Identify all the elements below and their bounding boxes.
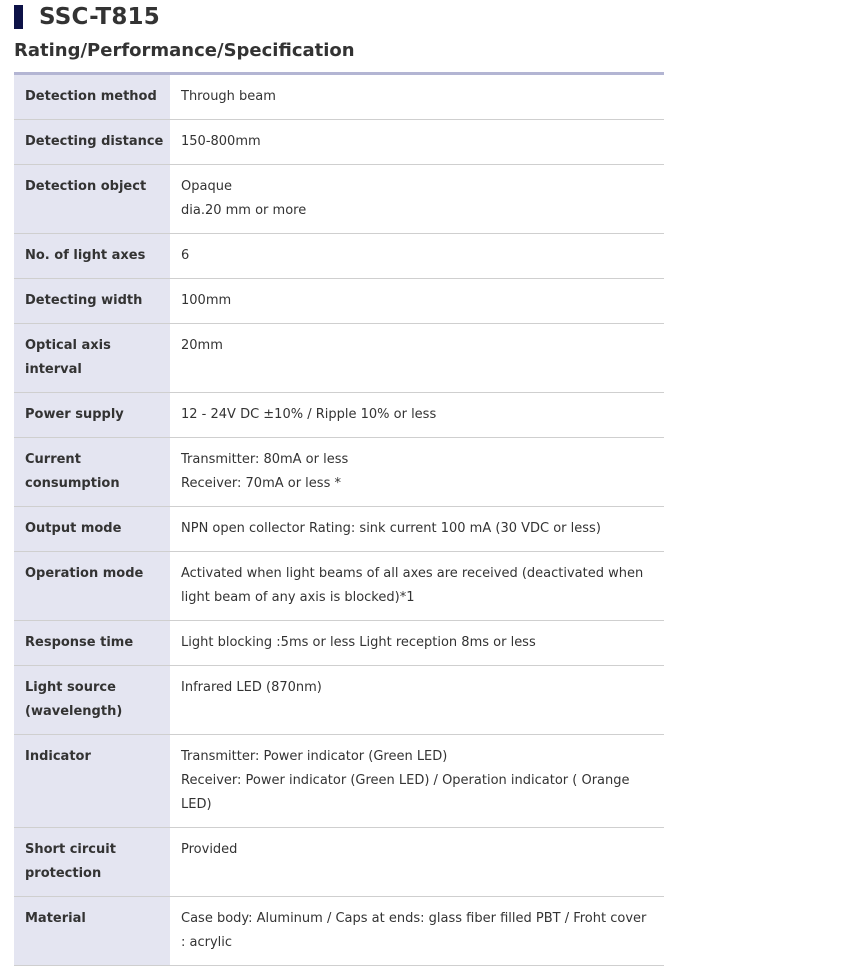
- spec-label: Operation mode: [14, 552, 170, 621]
- product-title: SSC-T815: [39, 4, 160, 30]
- spec-label: Power supply: [14, 393, 170, 438]
- spec-label: Indicator: [14, 735, 170, 828]
- spec-row: [14, 507, 664, 552]
- spec-label: Detection method: [14, 75, 170, 120]
- spec-row: [14, 552, 664, 621]
- spec-row: [14, 828, 664, 897]
- spec-label: Light source (wavelength): [14, 666, 170, 735]
- spec-value-cell: [170, 234, 664, 279]
- section-title: Rating/Performance/Specification: [14, 40, 355, 61]
- spec-value-cell: [170, 324, 664, 393]
- spec-label: Detecting width: [14, 279, 170, 324]
- spec-row: [14, 165, 664, 234]
- spec-value: NPN open collector Rating: sink current 100 mA (30 VDC or less): [181, 521, 601, 536]
- spec-row: [14, 393, 664, 438]
- spec-value-cell: [170, 120, 664, 165]
- spec-value: Infrared LED (870nm): [181, 680, 322, 695]
- spec-value: Transmitter: Power indicator (Green LED): [181, 749, 448, 764]
- spec-value-cell: [170, 75, 664, 120]
- spec-label: Optical axis interval: [14, 324, 170, 393]
- spec-label: Response time: [14, 621, 170, 666]
- spec-value-cell: [170, 438, 664, 507]
- spec-value: 150-800mm: [181, 134, 261, 149]
- spec-row: [14, 735, 664, 828]
- title-marker: [14, 5, 23, 29]
- spec-value: Activated when light beams of all axes are received (deactivated when light beam of any axis is blocked)*1: [181, 566, 644, 605]
- spec-label: Short circuit protection: [14, 828, 170, 897]
- spec-row: [14, 234, 664, 279]
- spec-row: [14, 120, 664, 165]
- spec-table-body: [14, 75, 664, 966]
- spec-value: Case body: Aluminum / Caps at ends: glass fiber filled PBT / Froht cover : acrylic: [181, 911, 647, 950]
- spec-label: Current consumption: [14, 438, 170, 507]
- spec-value: 12 - 24V DC ±10% / Ripple 10% or less: [181, 407, 437, 422]
- spec-value: 100mm: [181, 293, 232, 308]
- spec-value: 20mm: [181, 338, 223, 353]
- spec-label: Output mode: [14, 507, 170, 552]
- spec-value-cell: [170, 666, 664, 735]
- spec-value: Opaque: [181, 179, 232, 194]
- spec-value-cell: [170, 507, 664, 552]
- spec-row: [14, 279, 664, 324]
- spec-label: No. of light axes: [14, 234, 170, 279]
- spec-value-cell: [170, 393, 664, 438]
- spec-row: [14, 324, 664, 393]
- product-header: [14, 2, 160, 32]
- spec-value: Through beam: [181, 89, 276, 104]
- spec-row: [14, 666, 664, 735]
- spec-row: [14, 621, 664, 666]
- spec-label: Detection object: [14, 165, 170, 234]
- spec-row: [14, 438, 664, 507]
- spec-label: Material: [14, 897, 170, 966]
- spec-row: [14, 75, 664, 120]
- spec-value-cell: [170, 897, 664, 966]
- spec-value-cell: [170, 552, 664, 621]
- spec-value: Receiver: Power indicator (Green LED) / Operation indicator ( Orange LED): [181, 773, 630, 812]
- spec-value-cell: [170, 165, 664, 234]
- spec-value: 6: [181, 248, 190, 263]
- spec-value-cell: [170, 828, 664, 897]
- spec-value-cell: [170, 279, 664, 324]
- spec-value-cell: [170, 735, 664, 828]
- spec-table: [14, 75, 664, 966]
- spec-row: [14, 897, 664, 966]
- spec-label: Detecting distance: [14, 120, 170, 165]
- spec-value: Receiver: 70mA or less *: [181, 476, 341, 491]
- spec-value-cell: [170, 621, 664, 666]
- spec-value: Provided: [181, 842, 238, 857]
- spec-value: Transmitter: 80mA or less: [181, 452, 349, 467]
- spec-value: dia.20 mm or more: [181, 203, 307, 218]
- spec-value: Light blocking :5ms or less Light reception 8ms or less: [181, 635, 536, 650]
